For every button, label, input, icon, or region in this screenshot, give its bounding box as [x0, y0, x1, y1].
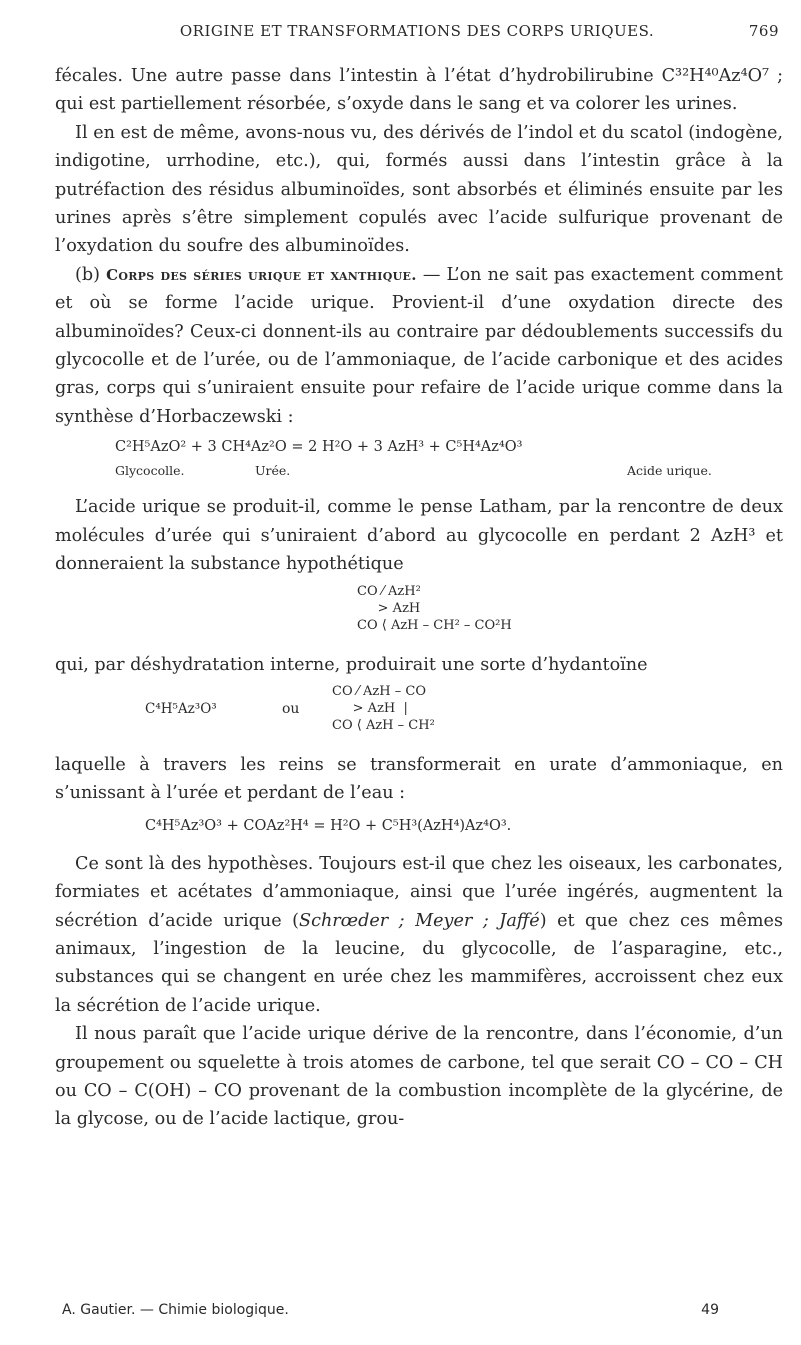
structure-line: CO ⁄ AzH² [357, 583, 421, 599]
urate-equation [55, 808, 783, 850]
footer-author: A. Gautier. — Chimie biologique. [62, 1302, 289, 1318]
label-uree: Urée. [255, 463, 291, 479]
hydantoine-formula: C⁴H⁵Az³O³ [145, 700, 217, 717]
label-glycocolle: Glycocolle. [115, 463, 185, 479]
paragraph-1: fécales. Une autre passe dans l’intestin à l’état d’hydrobilirubine C³²H⁴⁰Az⁴O⁷ ; qui est partiellement résorbée, s’oxyde dans le sang et va colorer les urines. [55, 66, 783, 115]
hypothetical-structure [55, 579, 783, 651]
equation-formula: C²H⁵AzO² + 3 CH⁴Az²O = 2 H²O + 3 AzH³ + C⁵H⁴Az⁴O³ [115, 439, 523, 456]
signature-mark: 49 [701, 1302, 719, 1318]
structure-line: > AzH [357, 600, 421, 616]
structure-line: CO ⁄ AzH – CO [332, 683, 426, 699]
citation: Schrœder ; Meyer ; Jaffé [299, 910, 540, 931]
section-marker: (b) [75, 264, 100, 285]
structure-line: CO ⟨ AzH – CH² – CO²H [357, 617, 512, 633]
running-header [55, 22, 779, 52]
paragraph-3 [55, 261, 783, 431]
paragraph-6: laquelle à travers les reins se transformerait en urate d’ammoniaque, en s’unissant à l’urée et perdant de l’eau : [55, 754, 783, 804]
structure-line: > AzH | [332, 700, 408, 716]
paragraph-7-text: Ce sont là des hypothèses. Toujours est-il que chez les oiseaux, les carbonates, formiates et acétates d’ammoniaque, ainsi que l’urée ingérés, augmentent la sécrétion d’acide urique ( [55, 853, 783, 931]
paragraph-3-text: — L’on ne sait pas exactement comment et où se forme l’acide urique. Provient-il d’une oxydation directe des albuminoïdes? Ceux-ci donnent-ils au contraire par dédoublements successifs du glycocolle et de l’urée, ou de l’ammoniaque, de l’acide carbonique et des acides gras, corps qui s’uniraient ensuite pour refaire de l’acide urique comme dans la synthèse d’Horbaczewski : [55, 264, 783, 427]
horbaczewski-equation [55, 439, 783, 493]
paragraph-8: Il nous paraît que l’acide urique dérive de la rencontre, dans l’économie, d’un groupement ou squelette à trois atomes de carbone, tel que serait CO – CO – CH ou CO – C(OH) – CO provenant de la combustion incomplète de la glycérine, de la glycose, ou de l’acide lactique, grou- [55, 1024, 783, 1130]
paragraph-7-text: ) et que chez ces mêmes animaux, l’ingestion de la leucine, du glycocolle, de l’asparagine, etc., substances qui se changent en urée chez les mammifères, accroissent chez eux la sécrétion de l’acide urique. [55, 910, 783, 1016]
structure-formula [357, 583, 512, 634]
hydantoine-structure [55, 679, 783, 751]
label-acide-urique: Acide urique. [627, 463, 712, 479]
equation-formula: C⁴H⁵Az³O³ + COAz²H⁴ = H²O + C⁵H³(AzH⁴)Az⁴O³. [145, 817, 512, 834]
page-body [55, 62, 783, 1134]
paragraph-4: L’acide urique se produit-il, comme le pense Latham, par la rencontre de deux molécules d’urée qui s’uniraient d’abord au glycocolle en perdant 2 AzH³ et donneraient la substance hypothétique [55, 497, 783, 575]
paragraph-5: qui, par déshydratation interne, produirait une sorte d’hydantoïne [55, 654, 648, 675]
section-heading: Corps des séries urique et xanthique. [106, 265, 417, 284]
structure-line: CO ⟨ AzH – CH² [332, 717, 435, 733]
running-title: ORIGINE ET TRANSFORMATIONS DES CORPS URIQUES. [179, 22, 655, 40]
paragraph-7 [55, 850, 783, 1020]
page-footer [62, 1302, 719, 1318]
or-word: ou [282, 700, 300, 717]
page-number: 769 [748, 22, 779, 40]
structure-formula [332, 683, 435, 734]
paragraph-2: Il en est de même, avons-nous vu, des dérivés de l’indol et du scatol (indogène, indigotine, urrhodine, etc.), qui, formés aussi dans l’intestin grâce à la putréfaction des résidus albuminoïdes, sont absorbés et éliminés ensuite par les urines après s’être simplement copulés avec l’acide sulfurique provenant de l’oxydation du soufre des albuminoïdes. [55, 122, 783, 257]
